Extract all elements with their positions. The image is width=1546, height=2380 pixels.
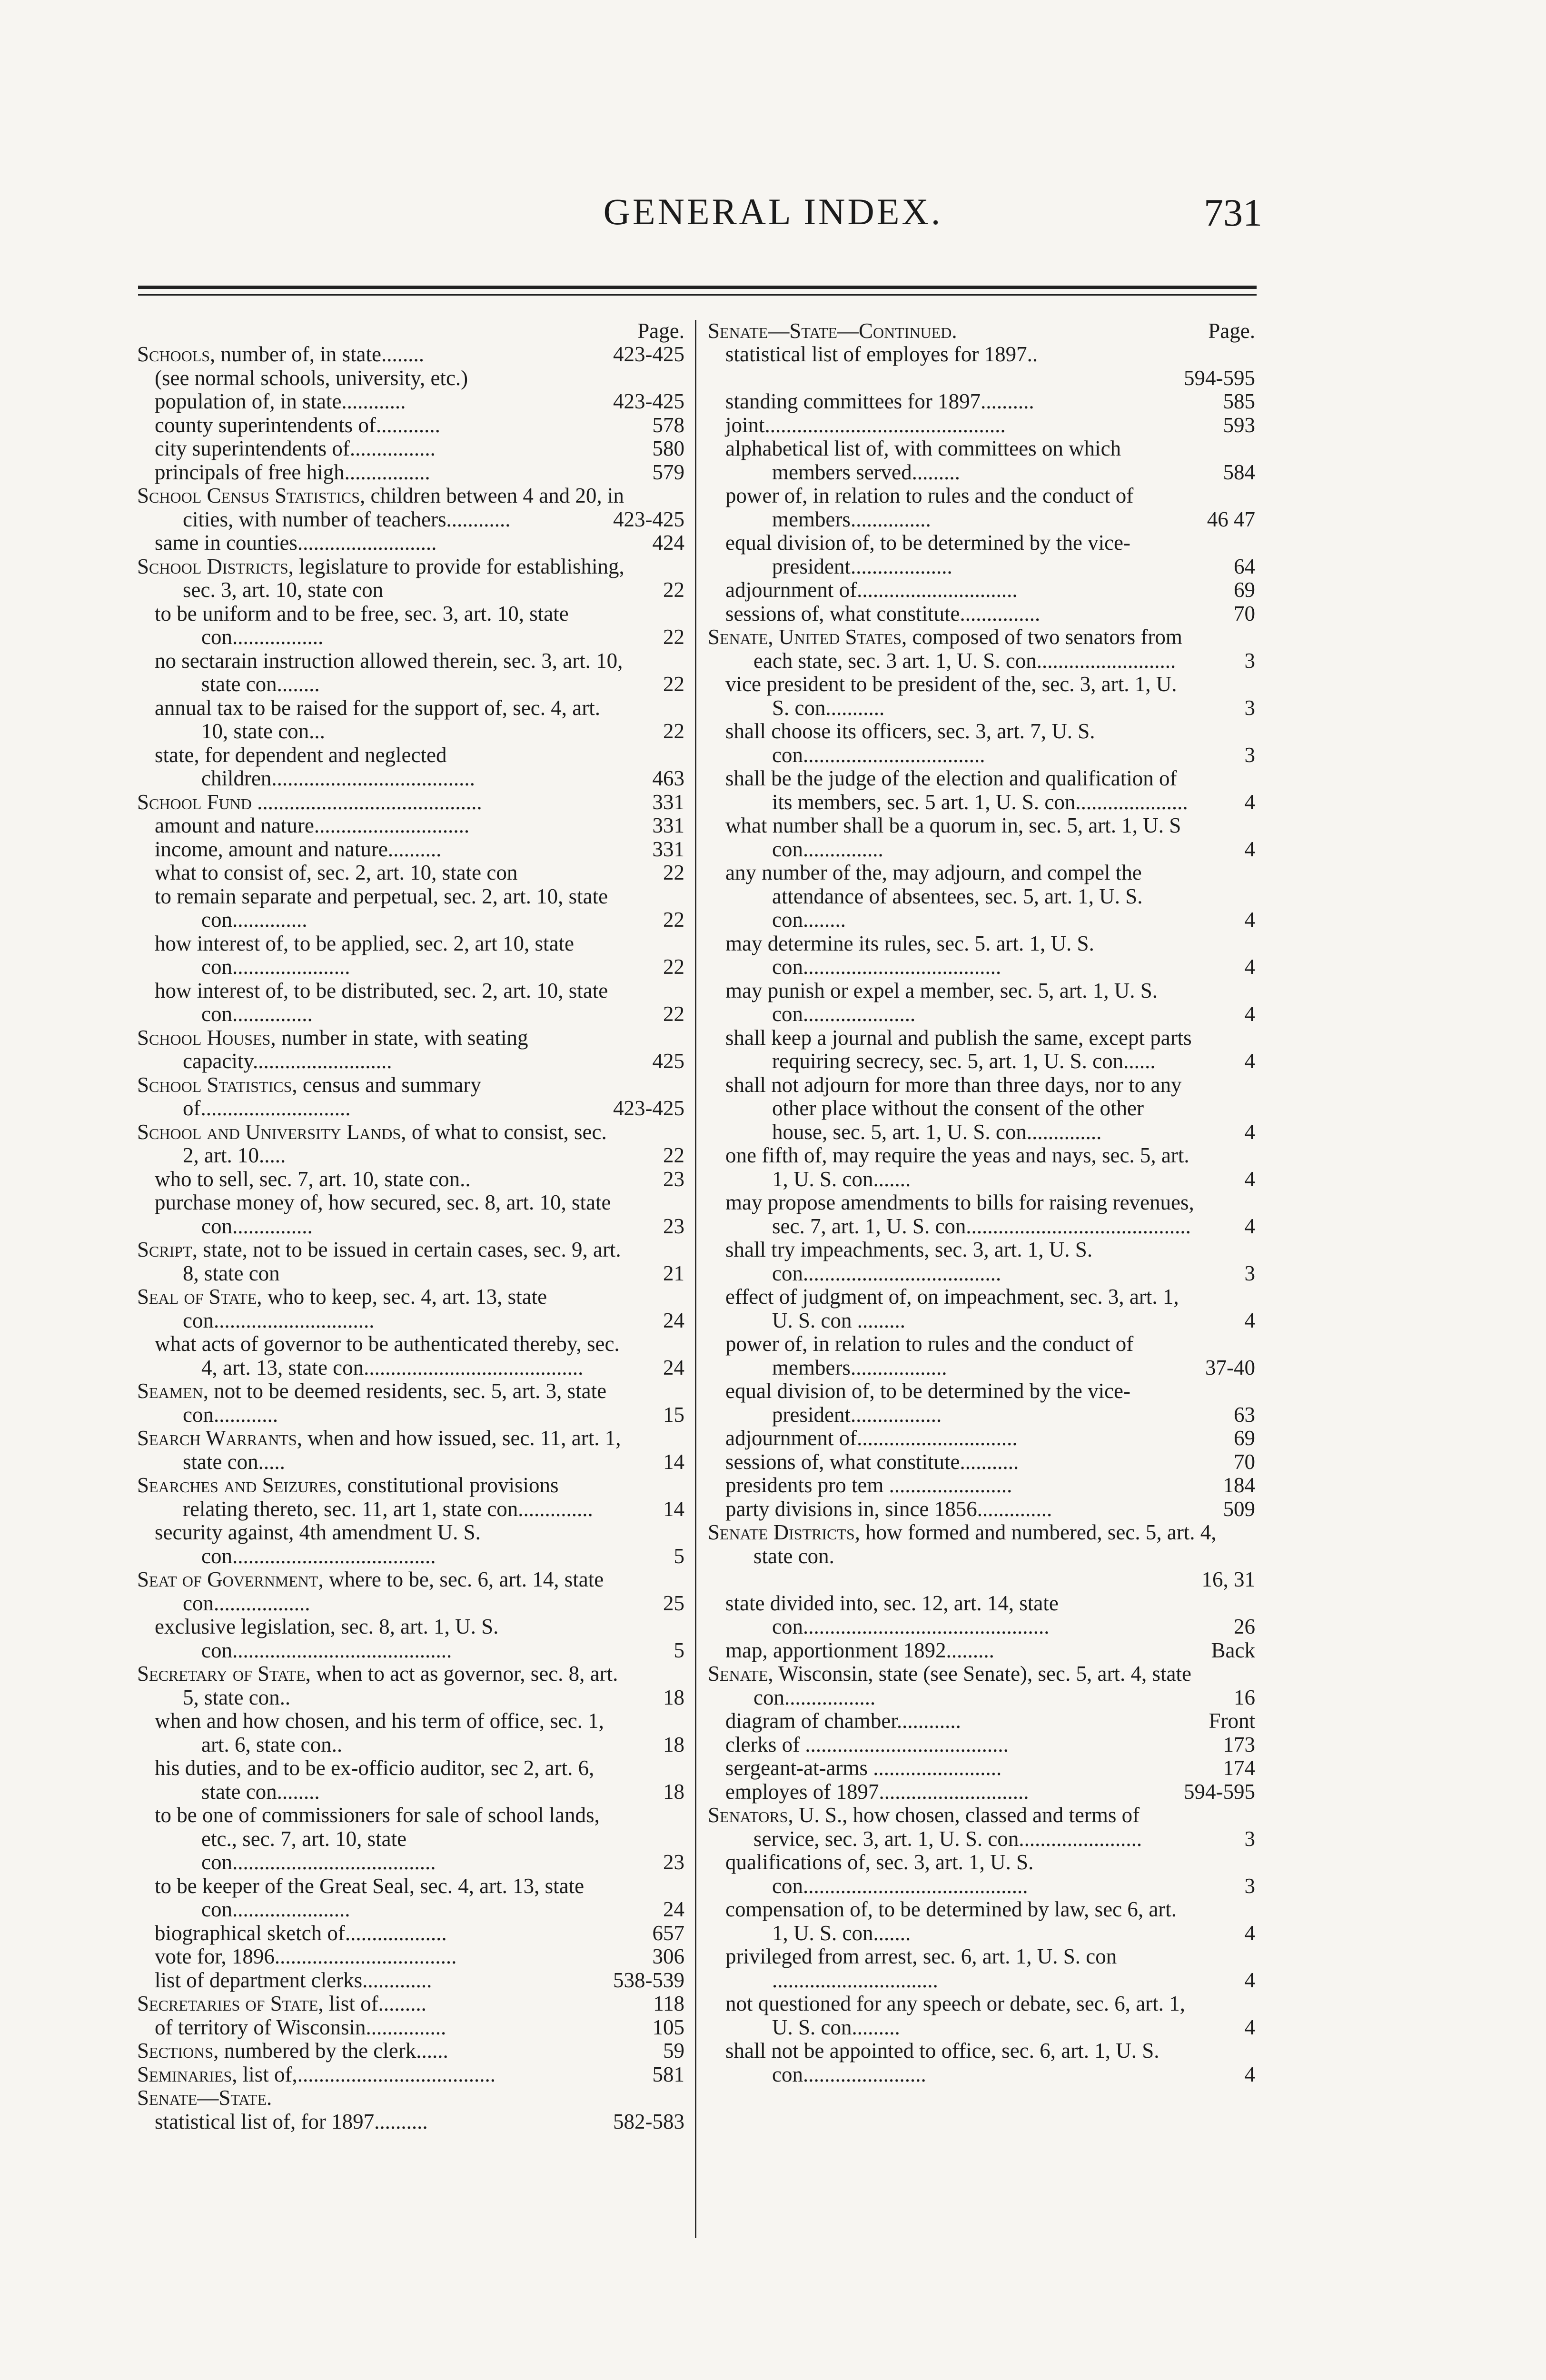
index-subentry: to be one of commissioners for sale of school lands, etc., sec. 7, art. 10, state con...................................... 23 [155, 1803, 684, 1874]
entry-text: vice president to be president of the, sec. 3, art. 1, U. S. con........... [725, 672, 1177, 720]
index-subentry: shall be the judge of the election and qualification of its members, sec. 5 art. 1, U. S. con..................... 4 [725, 766, 1255, 814]
index-subentry: state, for dependent and neglected children...................................... 463 [155, 743, 684, 790]
page-header [0, 190, 1546, 248]
index-subentry: diagram of chamber............ Front [725, 1709, 1255, 1733]
index-subentry: to remain separate and perpetual, sec. 2, art. 10, state con.............. 22 [155, 884, 684, 932]
entry-text: what acts of governor to be authenticated thereby, sec. 4, art. 13, state con......................................... [155, 1332, 620, 1379]
left-entry-list [137, 343, 684, 2133]
entry-head: Schools, [137, 342, 216, 366]
entry-text: compensation of, to be determined by law, sec 6, art. 1, U. S. con....... [725, 1897, 1177, 1945]
index-column-left [137, 319, 684, 2133]
entry-text: presidents pro tem ....................... [725, 1473, 1012, 1497]
index-subentry: may determine its rules, sec. 5. art. 1, U. S. con..................................... 4 [725, 931, 1255, 979]
index-subentry: exclusive legislation, sec. 8, art. 1, U. S. con......................................... 5 [155, 1615, 684, 1662]
index-subentry: his duties, and to be ex-officio auditor, sec 2, art. 6, state con........ 18 [155, 1756, 684, 1804]
entry-head: School Statistics, [137, 1072, 297, 1097]
column-divider [695, 320, 696, 2238]
entry-text: how formed and numbered, sec. 5, art. 4, state con. [753, 1520, 1217, 1568]
index-subentry: shall choose its officers, sec. 3, art. 7, U. S. con.................................. 3 [725, 719, 1255, 767]
entry-text: to be one of commissioners for sale of school lands, etc., sec. 7, art. 10, state con...................................... [155, 1803, 600, 1874]
index-subentry: sessions of, what constitute............... 70 [725, 601, 1255, 625]
entry-page-ref: 46 47 [1207, 507, 1255, 531]
entry-text: legislature to provide for establishing, sec. 3, art. 10, state con [183, 554, 624, 602]
index-subentry: principals of free high................ 579 [155, 460, 684, 484]
entry-text: population of, in state............ [155, 389, 406, 413]
index-subentry: alphabetical list of, with committees on which members served......... 584 [725, 436, 1255, 484]
index-subentry: compensation of, to be determined by law, sec 6, art. 1, U. S. con....... 4 [725, 1897, 1255, 1945]
index-subentry: sessions of, what constitute........... 70 [725, 1449, 1255, 1474]
entry-text: sergeant-at-arms ........................ [725, 1756, 1002, 1780]
entry-text: how interest of, to be distributed, sec. 2, art. 10, state con............... [155, 978, 608, 1026]
entry-text: not to be deemed residents, sec. 5, art. 3, state con............ [183, 1379, 607, 1427]
entry-page-ref: 423-425 [613, 507, 684, 531]
entry-text: joint............................................. [725, 413, 1006, 437]
page-number: 731 [1204, 191, 1262, 234]
entry-text: who to keep, sec. 4, art. 13, state con.............................. [183, 1285, 547, 1332]
entry-text: shall keep a journal and publish the same, except parts requiring secrecy, sec. 5, art. 1, U. S. con...... [725, 1025, 1192, 1073]
index-subentry: what acts of governor to be authenticated thereby, sec. 4, art. 13, state con......................................... 24 [155, 1332, 684, 1379]
entry-head: Seal of State, [137, 1285, 262, 1309]
entry-text: equal division of, to be determined by the vice-president................... [725, 531, 1131, 578]
entry-text: children between 4 and 20, in cities, with number of teachers............ [183, 484, 624, 531]
index-subentry: adjournment of.............................. 69 [725, 1426, 1255, 1450]
entry-text: income, amount and nature.......... [155, 837, 442, 861]
entry-head: Senate Districts, [708, 1520, 861, 1544]
entry-text: power of, in relation to rules and the conduct of members.................. [725, 1332, 1134, 1379]
entry-text: shall choose its officers, sec. 3, art. 7, U. S. con.................................. [725, 719, 1095, 767]
index-subentry: may punish or expel a member, sec. 5, art. 1, U. S. con..................... 4 [725, 978, 1255, 1026]
entry-text: alphabetical list of, with committees on which members served......... [725, 436, 1121, 484]
entry-head: School and University Lands, [137, 1120, 406, 1144]
entry-page-ref: 594-595 [1184, 1779, 1255, 1804]
index-subentry: to be uniform and to be free, sec. 3, art. 10, state con................. 22 [155, 601, 684, 649]
index-heading-entry [137, 1073, 684, 1121]
index-subentry: equal division of, to be determined by the vice-president................... 64 [725, 531, 1255, 578]
index-subentry: annual tax to be raised for the support of, sec. 4, art. 10, state con... 22 [155, 695, 684, 743]
entry-page-ref: 37-40 [1205, 1355, 1255, 1379]
entry-head: Secretary of State, [137, 1662, 311, 1686]
index-subentry: amount and nature............................. 331 [155, 813, 684, 837]
index-subentry: state divided into, sec. 12, art. 14, state con.............................................. 26 [725, 1591, 1255, 1638]
index-subentry: same in counties.......................... 424 [155, 531, 684, 555]
entry-text: what number shall be a quorum in, sec. 5, art. 1, U. S con............... [725, 813, 1181, 861]
entry-text: of what to consist, sec. 2, art. 10..... [183, 1120, 607, 1167]
index-subentry [708, 343, 1255, 390]
entry-head: Senators, U. S., [708, 1803, 848, 1827]
index-heading-entry: Secretary of State, when to act as governor, sec. 8, art. 5, state con.. 18 [137, 1662, 684, 1709]
entry-text: when to act as governor, sec. 8, art. 5, state con.. [183, 1662, 618, 1709]
index-subentry: shall try impeachments, sec. 3, art. 1, U. S. con..................................... 3 [725, 1238, 1255, 1285]
entry-head: Senate, [708, 1662, 773, 1686]
entry-text: who to sell, sec. 7, art. 10, state con.. [155, 1167, 471, 1191]
header-rule-thick [138, 286, 1257, 289]
right-entry-list [708, 343, 1255, 2086]
entry-text: city superintendents of................ [155, 436, 436, 460]
entry-text: standing committees for 1897.......... [725, 389, 1034, 413]
entry-text: where to be, sec. 6, art. 14, state con.................. [183, 1567, 604, 1615]
index-heading-entry: Secretaries of State, list of......... 118 [137, 1992, 684, 2015]
entry-text: map, apportionment 1892......... [725, 1638, 994, 1662]
entry-text: his duties, and to be ex-officio auditor, sec 2, art. 6, state con........ [155, 1756, 595, 1804]
left-column-header [137, 319, 684, 343]
entry-text: number in state, with seating capacity.......................... [183, 1025, 528, 1073]
index-subentry [137, 2110, 684, 2134]
index-subentry: what number shall be a quorum in, sec. 5, art. 1, U. S con............... 4 [725, 813, 1255, 861]
entry-text: may determine its rules, sec. 5. art. 1, U. S. con..................................... [725, 931, 1094, 979]
index-subentry: purchase money of, how secured, sec. 8, art. 10, state con............... 23 [155, 1190, 684, 1238]
entry-page-ref: 594-595 [1184, 366, 1255, 390]
index-heading-entry: Seamen, not to be deemed residents, sec. 5, art. 3, state con............ 15 [137, 1379, 684, 1427]
index-subentry: any number of the, may adjourn, and compel the attendance of absentees, sec. 5, art. 1, U. S. con........ 4 [725, 861, 1255, 932]
index-subentry [137, 1969, 684, 1993]
entry-page-ref: 423-425 [613, 389, 684, 413]
entry-text: one fifth of, may require the yeas and nays, sec. 5, art. 1, U. S. con....... [725, 1143, 1189, 1191]
index-subentry: shall not be appointed to office, sec. 6, art. 1, U. S. con....................... 4 [725, 2039, 1255, 2086]
index-heading-entry: Script, state, not to be issued in certain cases, sec. 9, art. 8, state con 21 [137, 1238, 684, 1285]
entry-text: state, not to be issued in certain cases, sec. 9, art. 8, state con [183, 1238, 621, 1285]
entry-text: employes of 1897............................ [725, 1779, 1029, 1804]
index-subentry: adjournment of.............................. 69 [725, 578, 1255, 602]
entry-text: principals of free high................ [155, 460, 430, 484]
index-subentry: joint............................................. 593 [725, 413, 1255, 437]
index-heading-entry: Seal of State, who to keep, sec. 4, art. 13, state con.............................. 24 [137, 1285, 684, 1332]
entry-head: Sections, [137, 2039, 219, 2063]
entry-head: Script, [137, 1238, 198, 1261]
entry-head: Search Warrants, [137, 1426, 302, 1450]
index-subentry: presidents pro tem ....................... 184 [725, 1473, 1255, 1497]
index-heading-entry: Senate, United States, composed of two senators from each state, sec. 3 art. 1, U. S. con.......................... 3 [708, 625, 1255, 673]
index-subentry: shall keep a journal and publish the same, except parts requiring secrecy, sec. 5, art. 1, U. S. con...... 4 [725, 1025, 1255, 1073]
index-subentry: qualifications of, sec. 3, art. 1, U. S. con.......................................... 3 [725, 1850, 1255, 1898]
entry-page-ref: 16, 31 [1201, 1567, 1255, 1591]
index-heading-entry: Senators, U. S., how chosen, classed and terms of service, sec. 3, art. 1, U. S. con....................... 3 [708, 1803, 1255, 1851]
entry-head: Seminaries, [137, 2062, 238, 2086]
entry-text: to remain separate and perpetual, sec. 2, art. 10, state con.............. [155, 884, 608, 932]
index-heading-entry: Senate, Wisconsin, state (see Senate), sec. 5, art. 4, state con................. 16 [708, 1662, 1255, 1709]
index-subentry: of territory of Wisconsin............... 105 [155, 2015, 684, 2039]
entry-text: adjournment of.............................. [725, 1426, 1018, 1450]
entry-text: .......................................... [257, 790, 482, 814]
entry-page-ref: 423-425 [613, 342, 684, 366]
index-heading-entry: Seminaries, list of,..................................... 581 [137, 2062, 684, 2086]
entry-text: clerks of ...................................... [725, 1732, 1009, 1756]
entry-text: amount and nature............................. [155, 813, 470, 837]
entry-text: shall be the judge of the election and qualification of its members, sec. 5 art. 1, U. S. con..................... [725, 766, 1188, 814]
entry-head: School Census Statistics, [137, 484, 366, 507]
entry-text: when and how chosen, and his term of office, sec. 1, art. 6, state con.. [155, 1709, 604, 1756]
entry-text: equal division of, to be determined by the vice-president................. [725, 1379, 1131, 1427]
entry-text: no sectarain instruction allowed therein, sec. 3, art. 10, state con........ [155, 648, 623, 696]
entry-text: how chosen, classed and terms of service, sec. 3, art. 1, U. S. con....................... [753, 1803, 1142, 1851]
index-subentry: not questioned for any speech or debate, sec. 6, art. 1, U. S. con......... 4 [725, 1992, 1255, 2039]
entry-text: list of department clerks............. [155, 1968, 432, 1992]
entry-page-ref: 538-539 [613, 1968, 684, 1992]
index-subentry [708, 1780, 1255, 1804]
index-heading-entry [137, 2086, 684, 2110]
entry-text: what to consist of, sec. 2, art. 10, state con [155, 861, 518, 884]
entry-text: list of,..................................... [242, 2062, 496, 2086]
index-heading-entry: Sections, numbered by the clerk...... 59 [137, 2039, 684, 2063]
index-subentry: security against, 4th amendment U. S. con...................................... 5 [155, 1520, 684, 1568]
index-heading-entry: School Districts, legislature to provide for establishing, sec. 3, art. 10, state con 22 [137, 554, 684, 602]
entry-text: Wisconsin, state (see Senate), sec. 5, art. 4, state con................. [753, 1662, 1191, 1709]
index-subentry: how interest of, to be distributed, sec. 2, art. 10, state con............... 22 [155, 978, 684, 1026]
index-heading-entry: School Houses, number in state, with seating capacity.......................... 425 [137, 1025, 684, 1073]
index-heading-entry: Searches and Seizures, constitutional provisions relating thereto, sec. 11, art 1, state con.............. 14 [137, 1473, 684, 1521]
index-subentry: shall not adjourn for more than three days, nor to any other place without the consent of the other house, sec. 5, art. 1, U. S. con.............. 4 [725, 1072, 1255, 1144]
page-label: Page. [1208, 319, 1255, 343]
entry-text: vote for, 1896.................................. [155, 1944, 457, 1968]
entry-head: Senate—State. [137, 2086, 272, 2110]
entry-text: constitutional provisions relating thereto, sec. 11, art 1, state con.............. [183, 1473, 593, 1521]
entry-head: Seamen, [137, 1379, 209, 1403]
entry-text: composed of two senators from each state, sec. 3 art. 1, U. S. con.......................... [753, 625, 1182, 673]
index-subentry: equal division of, to be determined by the vice-president................. 63 [725, 1379, 1255, 1427]
entry-text: power of, in relation to rules and the conduct of members............... [725, 484, 1134, 531]
index-subentry: clerks of ...................................... 173 [725, 1732, 1255, 1756]
entry-text: state divided into, sec. 12, art. 14, state con.............................................. [725, 1591, 1059, 1638]
entry-text: sessions of, what constitute............... [725, 601, 1041, 625]
entry-text: shall not adjourn for more than three days, nor to any other place without the consent of the other house, sec. 5, art. 1, U. S. con.............. [725, 1072, 1182, 1144]
entry-text: privileged from arrest, sec. 6, art. 1, U. S. con ............................... [725, 1944, 1117, 1992]
entry-text: same in counties.......................... [155, 531, 437, 555]
entry-text: to be uniform and to be free, sec. 3, art. 10, state con................. [155, 601, 569, 649]
index-subentry: may propose amendments to bills for raising revenues, sec. 7, art. 1, U. S. con.......................................... 4 [725, 1190, 1255, 1238]
entry-text: shall not be appointed to office, sec. 6, art. 1, U. S. con....................... [725, 2039, 1160, 2086]
entry-text: qualifications of, sec. 3, art. 1, U. S. con.......................................... [725, 1850, 1034, 1898]
index-subentry: who to sell, sec. 7, art. 10, state con.. 23 [155, 1167, 684, 1191]
index-subentry: when and how chosen, and his term of office, sec. 1, art. 6, state con.. 18 [155, 1709, 684, 1756]
index-subentry: what to consist of, sec. 2, art. 10, state con 22 [155, 861, 684, 884]
index-subentry: county superintendents of............ 578 [155, 413, 684, 437]
entry-text: purchase money of, how secured, sec. 8, art. 10, state con............... [155, 1190, 611, 1238]
entry-text: statistical list of employes for 1897.. [725, 342, 1038, 366]
index-heading-entry: Seat of Government, where to be, sec. 6, art. 14, state con.................. 25 [137, 1567, 684, 1615]
entry-text: to be keeper of the Great Seal, sec. 4, art. 13, state con...................... [155, 1874, 585, 1921]
right-column-header [708, 319, 1255, 343]
index-heading-entry [137, 484, 684, 531]
entry-text: exclusive legislation, sec. 8, art. 1, U. S. con......................................... [155, 1615, 499, 1662]
header-rule-thin [138, 294, 1257, 296]
index-subentry [137, 367, 684, 390]
entry-head: Seat of Government, [137, 1567, 324, 1591]
index-subentry: biographical sketch of................... 657 [155, 1921, 684, 1945]
entry-text: may punish or expel a member, sec. 5, art. 1, U. S. con..................... [725, 978, 1158, 1026]
entry-text: (see normal schools, university, etc.) [155, 366, 468, 390]
entry-text: how interest of, to be applied, sec. 2, art 10, state con...................... [155, 931, 574, 979]
entry-head: Searches and Seizures, [137, 1473, 342, 1497]
index-subentry: income, amount and nature.......... 331 [155, 837, 684, 861]
index-column-right [708, 319, 1255, 2086]
entry-head: Secretaries of State, [137, 1992, 324, 2015]
entry-text: security against, 4th amendment U. S. con...................................... [155, 1520, 481, 1568]
entry-text: statistical list of, for 1897.......... [155, 2109, 428, 2133]
index-subentry: privileged from arrest, sec. 6, art. 1, U. S. con ............................... 4 [725, 1944, 1255, 1992]
entry-text: not questioned for any speech or debate, sec. 6, art. 1, U. S. con......... [725, 1992, 1185, 2039]
index-subentry: map, apportionment 1892......... Back [725, 1638, 1255, 1662]
index-subentry [708, 1332, 1255, 1379]
index-subentry [708, 484, 1255, 531]
index-subentry [137, 390, 684, 414]
entry-text: state, for dependent and neglected children...................................... [155, 743, 475, 790]
entry-text: shall try impeachments, sec. 3, art. 1, U. S. con..................................... [725, 1238, 1093, 1285]
entry-text: when and how issued, sec. 11, art. 1, state con..... [183, 1426, 621, 1474]
index-subentry: to be keeper of the Great Seal, sec. 4, art. 13, state con...................... 24 [155, 1874, 684, 1921]
index-heading-entry: School Fund .......................................... 331 [137, 790, 684, 814]
continued-heading: Senate—State—Continued. [708, 319, 957, 343]
index-heading-entry [137, 343, 684, 367]
entry-text: list of......... [328, 1992, 426, 2015]
index-subentry: vice president to be president of the, sec. 3, art. 1, U. S. con........... 3 [725, 672, 1255, 720]
entry-text: diagram of chamber............ [725, 1709, 961, 1733]
index-subentry: party divisions in, since 1856.............. 509 [725, 1497, 1255, 1521]
entry-text: sessions of, what constitute........... [725, 1449, 1019, 1474]
entry-head: School Fund [137, 790, 252, 814]
index-subentry: how interest of, to be applied, sec. 2, art 10, state con...................... 22 [155, 931, 684, 979]
entry-text: county superintendents of............ [155, 413, 440, 437]
entry-text: of territory of Wisconsin............... [155, 2015, 446, 2039]
index-heading-entry: Search Warrants, when and how issued, sec. 11, art. 1, state con..... 14 [137, 1426, 684, 1474]
index-subentry: vote for, 1896.................................. 306 [155, 1944, 684, 1968]
entry-head: School Districts, [137, 554, 294, 578]
entry-head: School Houses, [137, 1025, 276, 1050]
entry-text: number of, in state........ [220, 342, 424, 366]
index-subentry: standing committees for 1897.......... 585 [725, 389, 1255, 413]
entry-page-ref: 423-425 [613, 1096, 684, 1120]
index-heading-entry: School and University Lands, of what to consist, sec. 2, art. 10..... 22 [137, 1120, 684, 1167]
entry-text: any number of the, may adjourn, and compel the attendance of absentees, sec. 5, art. 1, U. S. con........ [725, 861, 1143, 932]
page-title: GENERAL INDEX. [603, 191, 943, 232]
page-label: Page. [637, 319, 684, 343]
entry-text: biographical sketch of................... [155, 1921, 447, 1945]
entry-head: Senate, United States, [708, 625, 907, 649]
index-heading-entry [708, 1521, 1255, 1592]
index-subentry: no sectarain instruction allowed therein, sec. 3, art. 10, state con........ 22 [155, 648, 684, 696]
entry-text: census and summary of............................ [183, 1072, 481, 1120]
entry-text: effect of judgment of, on impeachment, sec. 3, art. 1, U. S. con ......... [725, 1285, 1179, 1332]
entry-page-ref: 582-583 [613, 2109, 684, 2133]
entry-text: may propose amendments to bills for raising revenues, sec. 7, art. 1, U. S. con.......................................... [725, 1190, 1194, 1238]
index-subentry: one fifth of, may require the yeas and nays, sec. 5, art. 1, U. S. con....... 4 [725, 1143, 1255, 1191]
entry-text: adjournment of.............................. [725, 578, 1018, 602]
index-subentry: sergeant-at-arms ........................ 174 [725, 1756, 1255, 1780]
index-subentry: effect of judgment of, on impeachment, sec. 3, art. 1, U. S. con ......... 4 [725, 1285, 1255, 1332]
entry-text: annual tax to be raised for the support of, sec. 4, art. 10, state con... [155, 695, 600, 743]
index-subentry: city superintendents of................ 580 [155, 436, 684, 460]
entry-text: numbered by the clerk...... [224, 2039, 448, 2063]
entry-text: party divisions in, since 1856.............. [725, 1497, 1052, 1521]
